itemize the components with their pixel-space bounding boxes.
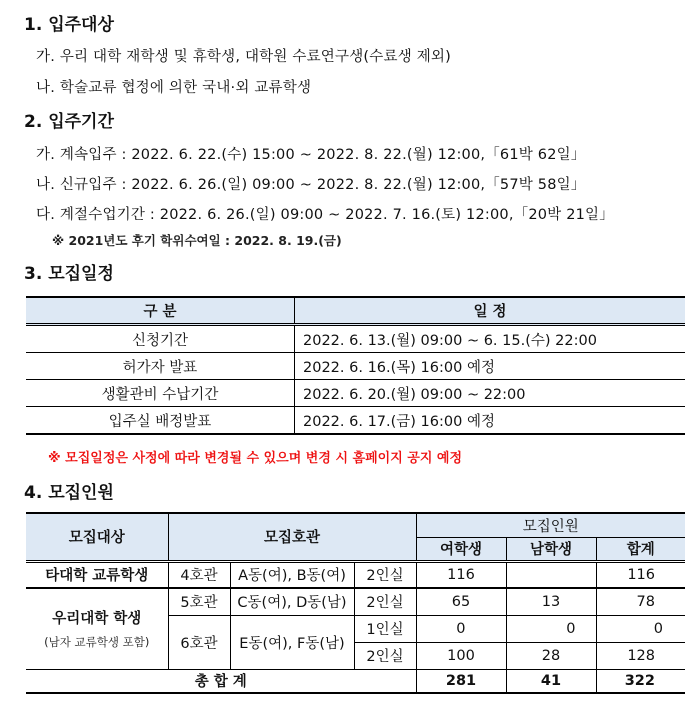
total-label: 총 합 계 xyxy=(26,669,416,693)
section-4-title: 4. 모집인원 xyxy=(24,483,114,503)
recruit-header-row-1 xyxy=(26,513,685,537)
building: E동(여), F동(남) xyxy=(230,615,354,669)
total-row xyxy=(26,669,685,693)
total-male: 41 xyxy=(506,669,596,693)
table-row xyxy=(26,588,685,615)
section-2-item-a: 가. 계속입주 : 2022. 6. 22.(수) 15:00 ~ 2022. 8. 22.(월) 12:00,「61박 62일」 xyxy=(36,147,586,163)
male-count: 0 xyxy=(506,615,596,642)
building: A동(여), B동(여) xyxy=(230,561,354,588)
schedule-label: 신청기간 xyxy=(26,325,295,353)
table-row xyxy=(26,353,685,380)
room-type: 2인실 xyxy=(354,588,416,615)
target-other-univ: 타대학 교류학생 xyxy=(26,561,168,588)
schedule-label: 입주실 배정발표 xyxy=(26,407,295,435)
building: C동(여), D동(남) xyxy=(230,588,354,615)
header-target: 모집대상 xyxy=(26,513,168,561)
female-count: 100 xyxy=(416,642,506,669)
room-type: 1인실 xyxy=(354,615,416,642)
header-sum: 합계 xyxy=(596,537,685,561)
section-3-title: 3. 모집일정 xyxy=(24,264,114,284)
hall: 5호관 xyxy=(168,588,230,615)
schedule-label: 생활관비 수납기간 xyxy=(26,380,295,407)
male-count xyxy=(506,561,596,588)
total-female: 281 xyxy=(416,669,506,693)
graduation-note: ※ 2021년도 후기 학위수여일 : 2022. 8. 19.(금) xyxy=(52,233,342,248)
section-1-title: 1. 입주대상 xyxy=(24,15,114,35)
table-row xyxy=(26,325,685,353)
section-2-title: 2. 입주기간 xyxy=(24,112,114,132)
schedule-value: 2022. 6. 16.(목) 16:00 예정 xyxy=(295,353,686,380)
total-sum: 322 xyxy=(624,672,655,689)
hall: 4호관 xyxy=(168,561,230,588)
recruitment-table xyxy=(26,512,685,694)
sum-count: 78 xyxy=(596,588,685,615)
header-hall: 모집호관 xyxy=(168,513,416,561)
section-1-item-b: 나. 학술교류 협정에 의한 국내·외 교류학생 xyxy=(36,80,312,96)
table-row xyxy=(26,407,685,435)
schedule-header-category: 구 분 xyxy=(26,297,295,325)
schedule-header-row xyxy=(26,297,685,325)
table-row xyxy=(26,561,685,588)
schedule-value: 2022. 6. 13.(월) 09:00 ~ 6. 15.(수) 22:00 xyxy=(295,325,686,353)
schedule-change-notice: ※ 모집일정은 사정에 따라 변경될 수 있으며 변경 시 홈페이지 공지 예정 xyxy=(48,451,463,466)
header-male: 남학생 xyxy=(506,537,596,561)
sum-count: 0 xyxy=(596,615,685,642)
header-count: 모집인원 xyxy=(416,513,685,537)
target-our-univ xyxy=(26,588,168,669)
target-our-univ-sub: (남자 교류학생 포함) xyxy=(44,635,150,650)
section-2-item-b: 나. 신규입주 : 2022. 6. 26.(일) 09:00 ~ 2022. 8. 22.(월) 12:00,「57박 58일」 xyxy=(36,177,586,193)
schedule-header-date: 일 정 xyxy=(295,297,686,325)
section-1-item-a: 가. 우리 대학 재학생 및 휴학생, 대학원 수료연구생(수료생 제외) xyxy=(36,49,451,65)
female-count: 65 xyxy=(416,588,506,615)
header-female: 여학생 xyxy=(416,537,506,561)
table-row xyxy=(26,380,685,407)
schedule-value: 2022. 6. 20.(월) 09:00 ~ 22:00 xyxy=(295,380,686,407)
hall: 6호관 xyxy=(168,615,230,669)
male-count: 13 xyxy=(506,588,596,615)
sum-count: 116 xyxy=(596,561,685,588)
target-our-univ-label: 우리대학 학생 xyxy=(52,611,142,628)
female-count: 116 xyxy=(416,561,506,588)
schedule-value: 2022. 6. 17.(금) 16:00 예정 xyxy=(295,407,686,435)
section-2-item-c: 다. 계절수업기간 : 2022. 6. 26.(일) 09:00 ~ 2022. 7. 16.(토) 12:00,「20박 21일」 xyxy=(36,207,614,223)
room-type: 2인실 xyxy=(354,561,416,588)
sum-count: 128 xyxy=(596,642,685,669)
room-type: 2인실 xyxy=(354,642,416,669)
schedule-label: 허가자 발표 xyxy=(26,353,295,380)
male-count: 28 xyxy=(506,642,596,669)
female-count: 0 xyxy=(416,615,506,642)
schedule-table xyxy=(26,296,685,435)
